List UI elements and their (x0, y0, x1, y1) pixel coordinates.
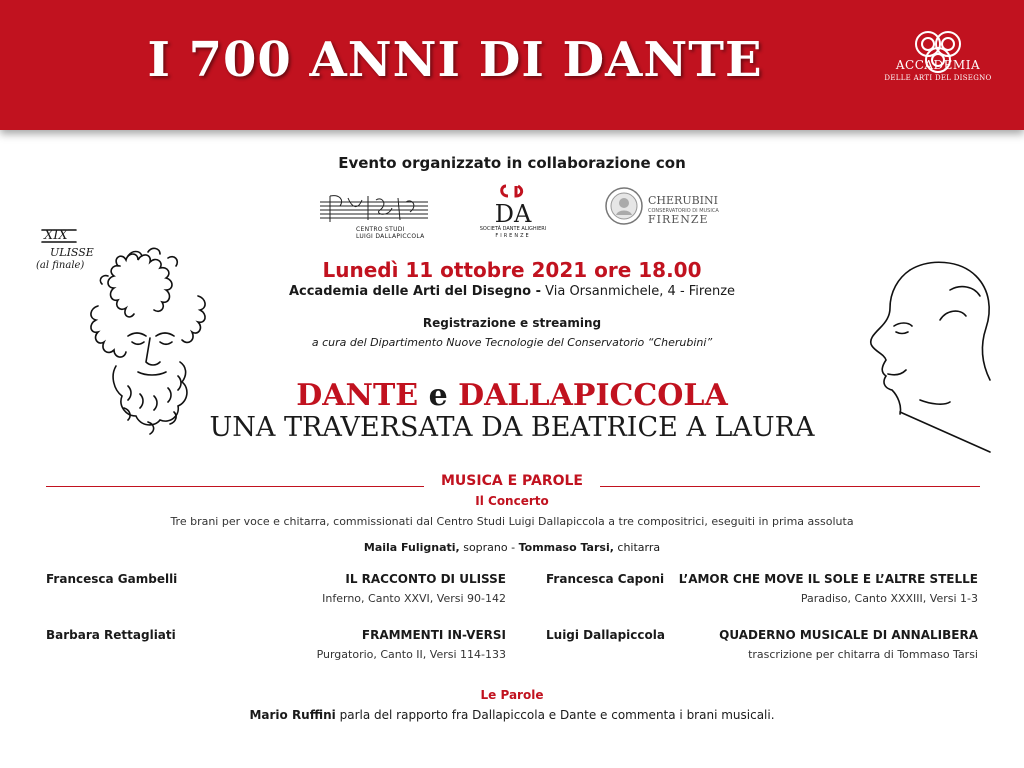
piece-composer: Francesca Caponi (546, 572, 665, 586)
piece-title: FRAMMENTI IN-VERSI (361, 628, 506, 642)
cherubini-city: FIRENZE (648, 213, 709, 226)
event-subtitle: UNA TRAVERSATA DA BEATRICE A LAURA (209, 412, 815, 443)
recording-subtitle: a cura del Dipartimento Nuove Tecnologie del Conservatorio “Cherubini” (311, 336, 713, 349)
concert-description: Tre brani per voce e chitarra, commissionati dal Centro Studi Luigi Dallapiccola a tre compositrici, eseguiti in prima assoluta (170, 515, 854, 528)
recording-title: Registrazione e streaming (422, 316, 602, 330)
venue-name: Accademia delle Arti del Disegno - (288, 284, 541, 299)
piece-title: IL RACCONTO DI ULISSE (345, 572, 506, 586)
words-speaker: Mario Ruffini (249, 708, 336, 722)
piece-detail: trascrizione per chitarra di Tommaso Tarsi (748, 648, 978, 661)
piece-composer: Barbara Rettagliati (46, 628, 176, 642)
cherubini-name: CHERUBINI (648, 194, 718, 207)
section-title: MUSICA E PAROLE (441, 473, 583, 489)
performer-guitarist-role: chitarra (613, 541, 661, 554)
academy-name: ACCADEMIA (895, 58, 981, 72)
words-title: Le Parole (480, 688, 544, 702)
centro-studi-line2: LUIGI DALLAPICCOLA (356, 233, 425, 240)
piece-composer: Francesca Gambelli (46, 572, 178, 586)
performer-singer-role: soprano - (459, 541, 519, 554)
cherubini-seal-icon (604, 186, 644, 226)
headline-dante: DANTE (296, 378, 419, 413)
ulisse-sketch-name: ULISSE (50, 246, 94, 259)
headline-conjunction: e (418, 378, 459, 413)
performer-singer: Maila Fulignati, (363, 541, 460, 554)
dante-society-line2: FIRENZE (495, 233, 531, 239)
academy-subtitle: DELLE ARTI DEL DISEGNO (884, 74, 992, 82)
profile-portrait-sketch (850, 250, 1000, 460)
collaboration-label: Evento organizzato in collaborazione con (338, 154, 686, 172)
dante-mark: DA (494, 200, 532, 228)
headline-dallapiccola: DALLAPICCOLA (458, 378, 728, 413)
concert-title: Il Concerto (475, 494, 549, 508)
piece-title: QUADERNO MUSICALE DI ANNALIBERA (719, 628, 978, 642)
words-text: parla del rapporto fra Dallapiccola e Dante e commenta i brani musicali. (335, 708, 775, 722)
page-title: I 700 ANNI DI DANTE (147, 32, 763, 88)
piece-title: L’AMOR CHE MOVE IL SOLE E L’ALTRE STELLE (678, 572, 978, 586)
venue-address: Via Orsanmichele, 4 - Firenze (541, 284, 736, 299)
dante-society-line1: SOCIETÀ DANTE ALIGHIERI (479, 226, 547, 232)
performer-guitarist: Tommaso Tarsi, (518, 541, 614, 554)
performers-line (0, 541, 1024, 554)
cherubini-subtitle: CONSERVATORIO DI MUSICA (648, 208, 719, 214)
words-description (0, 708, 1024, 722)
piece-composer: Luigi Dallapiccola (546, 628, 665, 642)
centro-studi-line1: CENTRO STUDI (356, 226, 405, 233)
ulisse-sketch-numeral: XIX (44, 228, 68, 243)
piece-detail: Inferno, Canto XXVI, Versi 90-142 (322, 592, 506, 605)
piece-detail: Purgatorio, Canto II, Versi 114-133 (316, 648, 506, 661)
ulisse-sketch-note: (al finale) (36, 260, 85, 271)
event-date: Lunedì 11 ottobre 2021 ore 18.00 (322, 258, 702, 282)
piece-detail: Paradiso, Canto XXXIII, Versi 1-3 (800, 592, 978, 605)
